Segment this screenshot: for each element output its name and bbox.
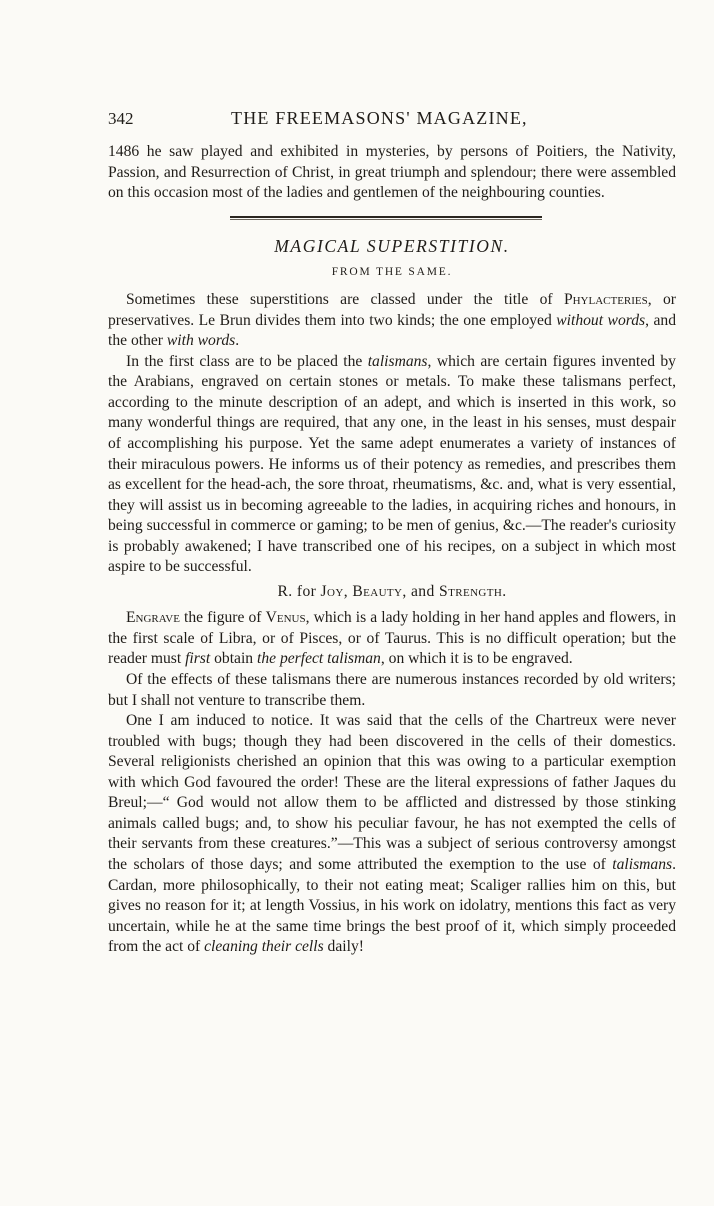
text-run: , which is a lady holding in her hand apples and flowers, in the first scale of Libra, or of Pisces, or of Taurus. This is no difficult operation; but the reader must (108, 609, 676, 668)
magazine-title: THE FREEMASONS' MAGAZINE, (231, 108, 528, 128)
italic-term: cleaning their cells (204, 938, 324, 956)
italic-term: talismans (367, 352, 428, 370)
article-title: MAGICAL SUPERSTITION. (274, 235, 510, 256)
text-run: , and the other (108, 311, 677, 350)
text-run: , (343, 582, 353, 600)
text-run: Sometimes these superstitions are classed under the title of (126, 291, 564, 309)
text-run: In the first class are to be placed the (126, 352, 368, 370)
running-header (108, 108, 676, 142)
paragraph-1 (108, 290, 676, 352)
recipe-heading (108, 582, 676, 603)
text-run: the figure of (179, 609, 266, 627)
page-number: 342 (108, 109, 134, 128)
text-run: , on which it is to be engraved. (380, 650, 573, 668)
text-run: obtain (210, 650, 257, 668)
text-run: , or preservatives. Le Brun divides them into two kinds; the one employed (108, 291, 676, 329)
paragraph-2 (108, 352, 676, 578)
small-caps-term: Beauty (352, 582, 403, 600)
paragraph-3 (108, 608, 676, 670)
italic-term: first (185, 650, 211, 668)
article-source: FROM THE SAME. (331, 265, 453, 278)
small-caps-term: Phylacteries (563, 291, 648, 309)
intro-paragraph: 1486 he saw played and exhibited in mysteries, by persons of Poitiers, the Nativity, Passion, and Resurrection of Christ, in great triumph and splendour; there were assembled on this occasion most of the ladies and gentlemen of the neighbouring counties. (108, 143, 676, 202)
text-run: . Cardan, more philosophically, to their not eating meat; Scaliger rallies him on this, but gives no reason for it; at length Vossius, in his work on idolatry, mentions this fact as very uncertain, while he at the same time brings the best proof of it, which simply proceeded from the act of (108, 855, 676, 956)
italic-term: the perfect talisman (257, 650, 381, 668)
small-caps-term: Strength (439, 582, 503, 600)
italic-term: with words (166, 332, 236, 350)
text-run: daily! (323, 938, 364, 956)
page (108, 108, 676, 958)
text-run: . (235, 332, 240, 350)
text-run: . (502, 582, 507, 600)
small-caps-term: Venus (265, 609, 306, 627)
small-caps-term: Joy (320, 582, 344, 600)
section-divider (230, 216, 542, 220)
italic-term: without words (556, 311, 646, 329)
italic-term: talismans (612, 855, 673, 873)
text-run: , which are certain figures invented by the Arabians, engraved on certain stones or metals. To make these talismans perfect, according to the minute description of an adept, and which is inserted in this work, so many wonderful things are required, that any one, in the least in his senses, must despair of accomplishing his purpose. Yet the same adept enumerates a variety of instances of their miraculous powers. He informs us of their potency as remedies, and prescribes them as excellent for the head-ach, the sore throat, rheumatisms, &c. and, what is very essential, they will assist us in becoming agreeable to the ladies, in acquiring riches and honours, in being successful in commerce or gaming; to be men of genius, &c.—The reader's curiosity is probably awakened; I have transcribed one of his recipes, on a subject in which most aspire to be successful. (108, 352, 676, 576)
small-caps-term: Engrave (126, 609, 180, 627)
text-run: , and (402, 582, 440, 600)
text-run: R. for (277, 582, 321, 600)
text-run: One I am induced to notice. It was said that the cells of the Chartreux were never troubled with bugs; though they had been discovered in the cells of their domestics. Several religionists cherished an opinion that this was owing to a particular exemption with which God favoured the order! These are the literal expressions of father Jaques du Breul;—“ God would not allow them to be afflicted and distressed by those stinking animals called bugs; and, to show his peculiar favour, he has not exempted the cells of their servants from these creatures.”—This was a subject of serious controversy amongst the scholars of those days; and some attributed the exemption to the use of (108, 712, 676, 873)
paragraph-4: Of the effects of these talismans there are numerous instances recorded by old writers; but I shall not venture to transcribe them. (108, 671, 676, 709)
paragraph-5 (108, 711, 676, 958)
